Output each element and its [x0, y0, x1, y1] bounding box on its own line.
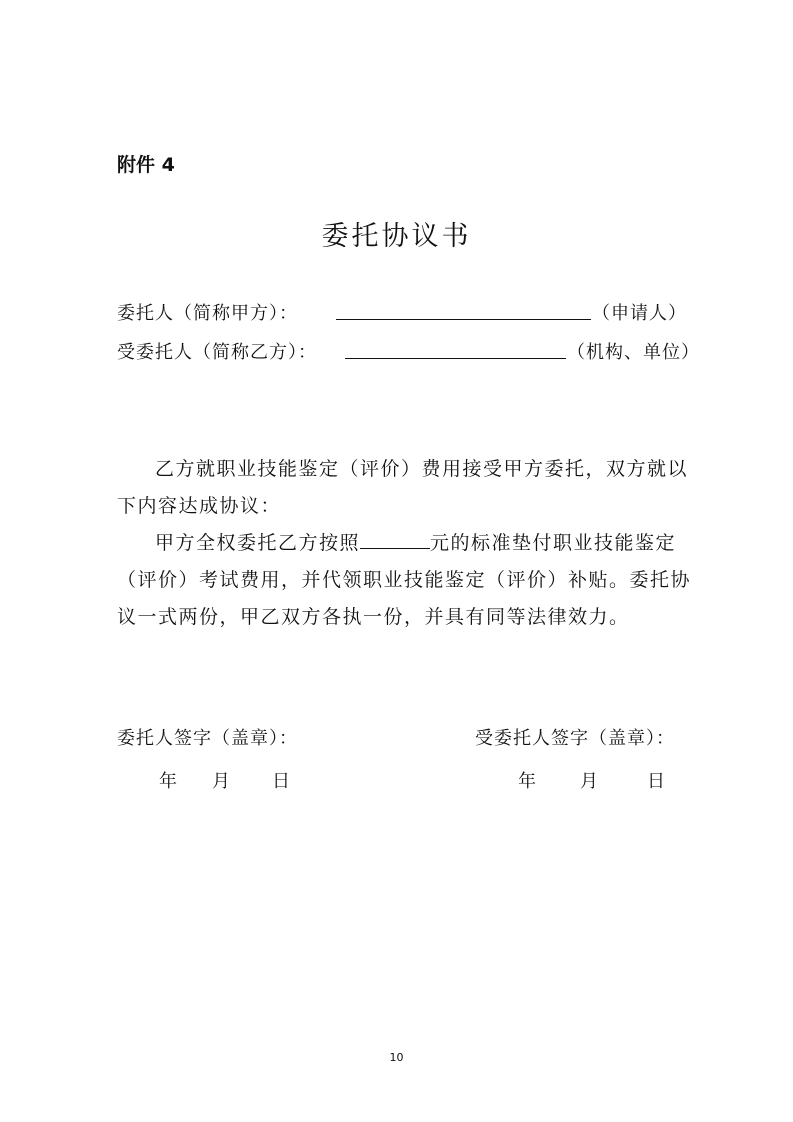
agent-name-blank	[345, 340, 566, 359]
principal-note: （申请人）	[592, 303, 687, 324]
agreement-paragraph-1: 乙方就职业技能鉴定（评价）费用接受甲方委托，双方就以下内容达成协议：	[117, 458, 689, 517]
agent-note: （机构、单位）	[567, 342, 700, 363]
page-number: 10	[389, 1051, 404, 1064]
attachment-label: 附件 4	[117, 154, 175, 176]
paragraph-2-intro: 甲方全权委托乙方按照	[155, 532, 361, 554]
principal-name-blank	[336, 301, 591, 320]
agent-date-day: 日	[647, 771, 665, 792]
agent-date-month: 月	[580, 771, 598, 792]
principal-date-year: 年	[159, 771, 177, 792]
agent-label: 受委托人（简称乙方）：	[117, 342, 317, 363]
document-title: 委托协议书	[321, 221, 472, 252]
agent-signature-label: 受委托人签字（盖章）：	[475, 728, 675, 749]
agreement-paragraph-2	[117, 525, 707, 636]
agent-date-year: 年	[518, 771, 536, 792]
principal-date-day: 日	[272, 771, 290, 792]
principal-label: 委托人（简称甲方）：	[117, 303, 298, 324]
paragraph-2-rest: 元的标准垫付职业技能鉴定（评价）考试费用，并代领职业技能鉴定（评价）补贴。委托协议一式两份，甲乙双方各执一份，并具有同等法律效力。	[117, 532, 692, 628]
principal-signature-label: 委托人签字（盖章）：	[117, 728, 298, 749]
principal-date-month: 月	[212, 771, 230, 792]
amount-blank	[360, 530, 430, 549]
